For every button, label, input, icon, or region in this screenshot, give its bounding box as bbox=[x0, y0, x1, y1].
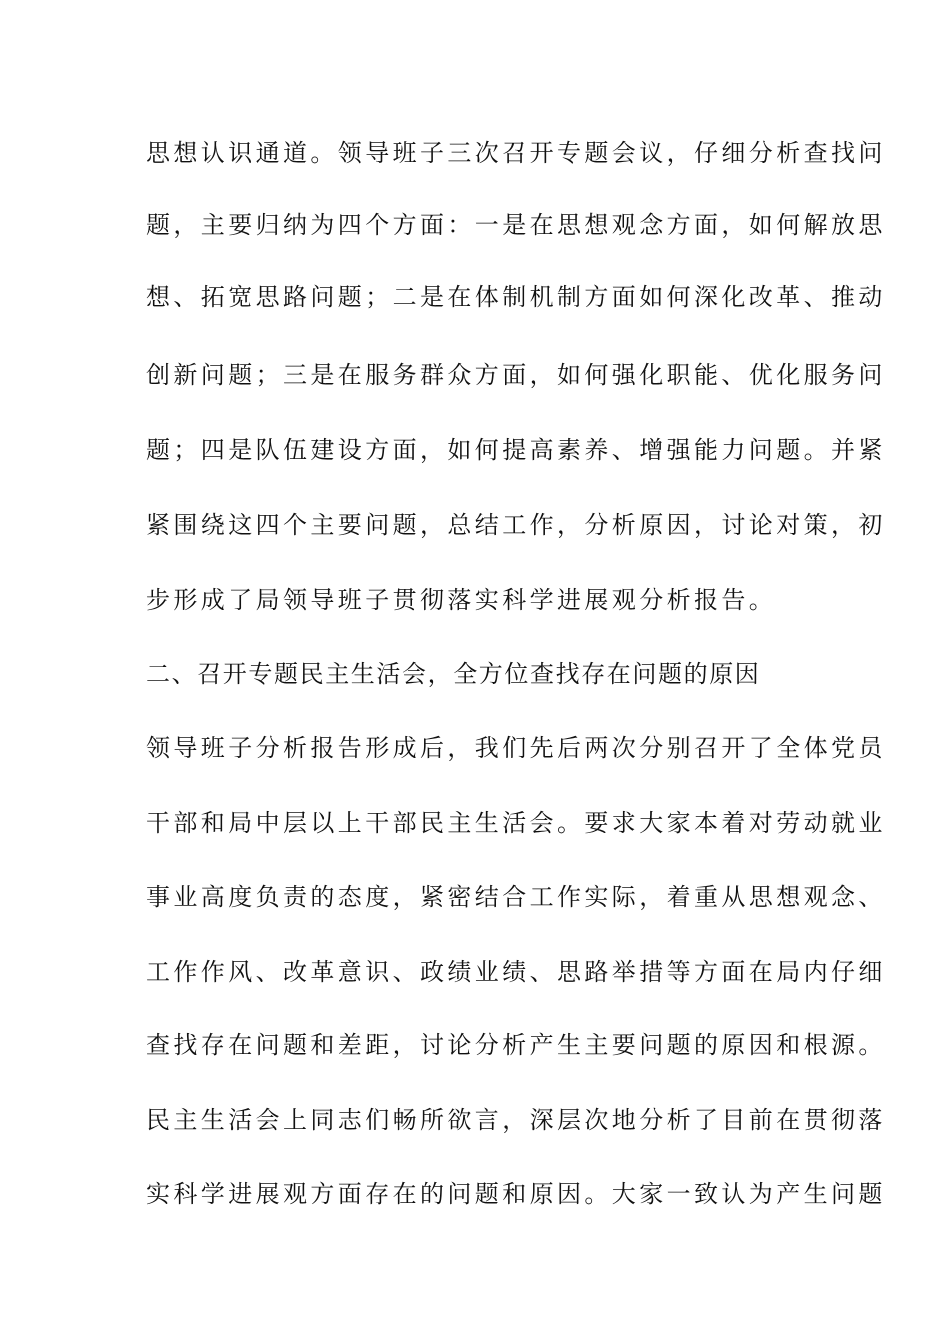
paragraph-line: 事业高度负责的态度，紧密结合工作实际，着重从思想观念、 bbox=[146, 883, 886, 911]
paragraph-line: 领导班子分析报告形成后，我们先后两次分别召开了全体党员 bbox=[146, 734, 886, 762]
paragraph-line: 实科学进展观方面存在的问题和原因。大家一致认为产生问题 bbox=[146, 1180, 886, 1208]
paragraph-line: 民主生活会上同志们畅所欲言，深层次地分析了目前在贯彻落 bbox=[146, 1106, 886, 1134]
paragraph-line: 创新问题；三是在服务群众方面，如何强化职能、优化服务问 bbox=[146, 361, 886, 389]
section-heading: 二、召开专题民主生活会，全方位查找存在问题的原因 bbox=[146, 660, 761, 688]
paragraph-line: 工作作风、改革意识、政绩业绩、思路举措等方面在局内仔细 bbox=[146, 958, 886, 986]
paragraph-line: 思想认识通道。领导班子三次召开专题会议，仔细分析查找问 bbox=[146, 139, 886, 167]
paragraph-line: 题；四是队伍建设方面，如何提高素养、增强能力问题。并紧 bbox=[146, 436, 886, 464]
paragraph-line: 干部和局中层以上干部民主生活会。要求大家本着对劳动就业 bbox=[146, 809, 886, 837]
paragraph-line: 查找存在问题和差距，讨论分析产生主要问题的原因和根源。 bbox=[146, 1031, 886, 1059]
paragraph-line: 题，主要归纳为四个方面：一是在思想观念方面，如何解放思 bbox=[146, 211, 886, 239]
paragraph-line: 想、拓宽思路问题；二是在体制机制方面如何深化改革、推动 bbox=[146, 283, 886, 311]
paragraph-line: 步形成了局领导班子贯彻落实科学进展观分析报告。 bbox=[146, 586, 777, 614]
paragraph-line: 紧围绕这四个主要问题，总结工作，分析原因，讨论对策，初 bbox=[146, 511, 886, 539]
